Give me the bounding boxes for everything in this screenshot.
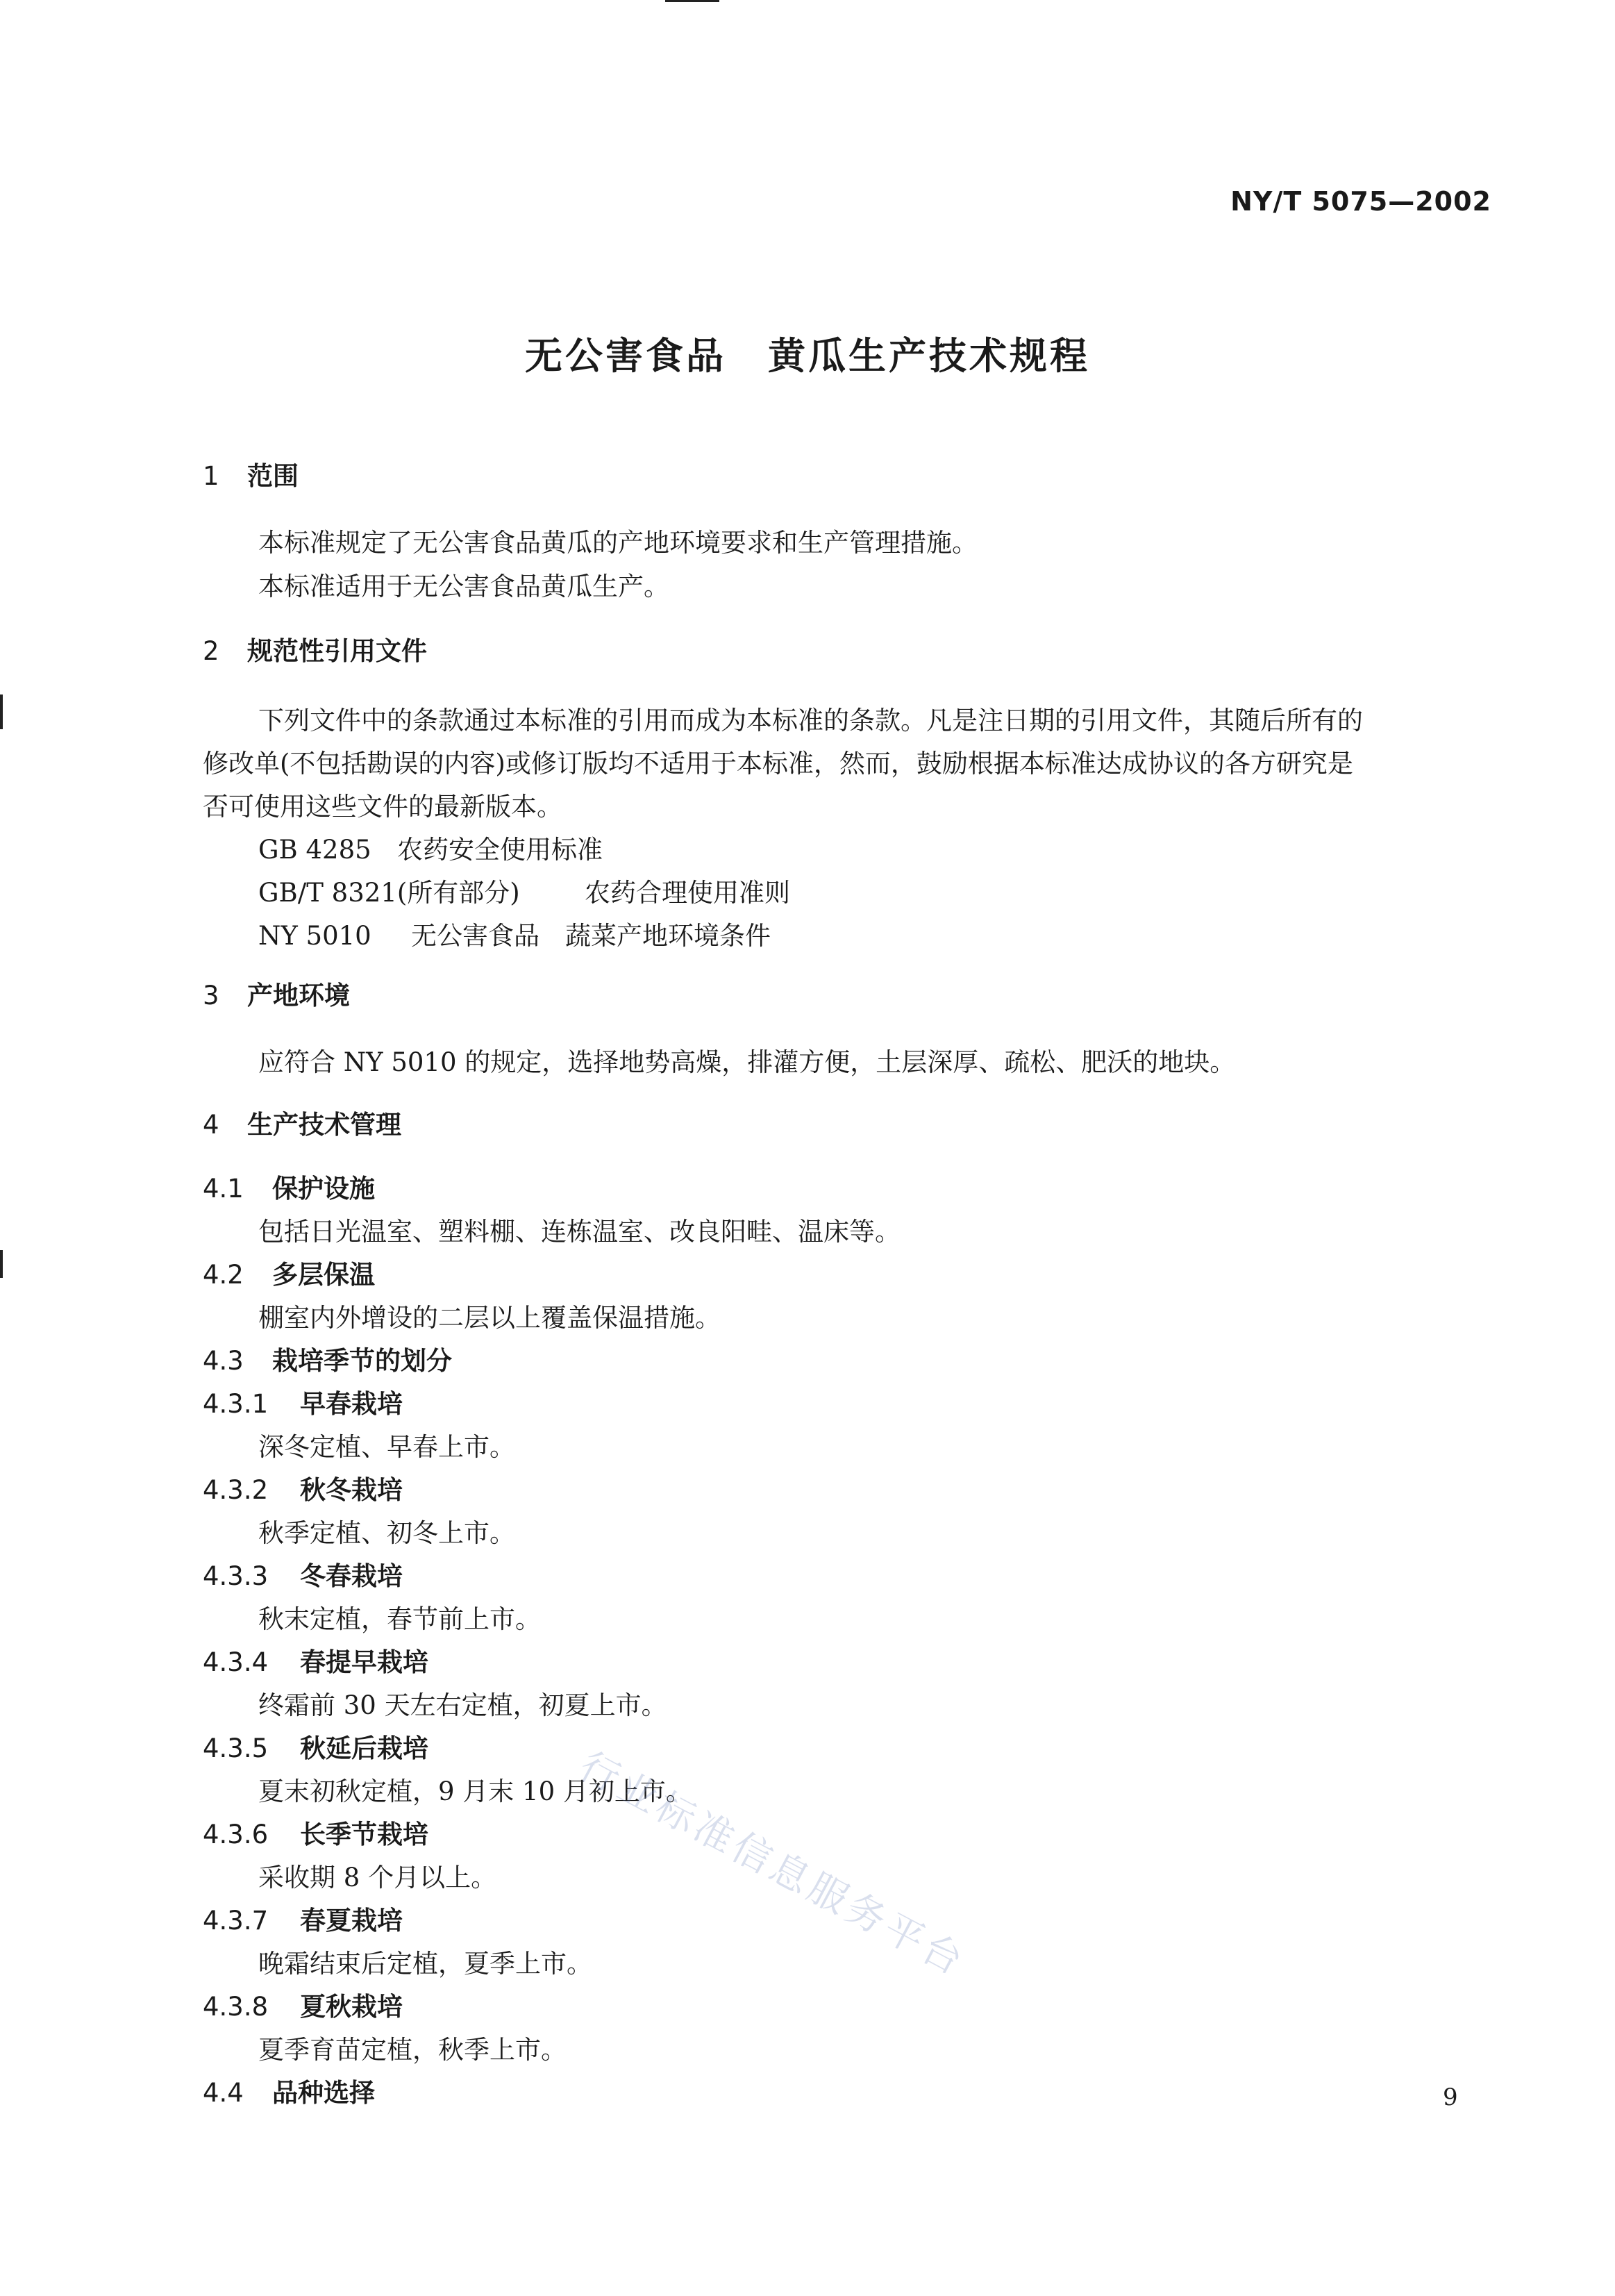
section-4-3-5-heading: 4.3.5 秋延后栽培 <box>203 1733 428 1763</box>
section-4-3-3-heading: 4.3.3 冬春栽培 <box>203 1561 403 1591</box>
reference-ny5010: NY 5010 无公害食品 蔬菜产地环境条件 <box>258 921 771 951</box>
section-4-3-1-heading: 4.3.1 早春栽培 <box>203 1389 403 1419</box>
page-number: 9 <box>1443 2083 1458 2111</box>
section-1-para-1: 本标准规定了无公害食品黄瓜的产地环境要求和生产管理措施。 <box>258 528 978 558</box>
title-part1: 无公害食品 <box>525 334 726 378</box>
section-1-heading: 1 范围 <box>203 461 299 491</box>
document-title <box>0 326 1615 380</box>
section-4-1-text: 包括日光温室、塑料棚、连栋温室、改良阳畦、温床等。 <box>258 1217 901 1247</box>
section-2-heading: 2 规范性引用文件 <box>203 636 427 666</box>
title-part2: 黄瓜生产技术规程 <box>768 334 1090 378</box>
section-4-3-8-heading: 4.3.8 夏秋栽培 <box>203 1992 403 2022</box>
reference-gb4285: GB 4285 农药安全使用标准 <box>258 835 603 865</box>
section-2-para-line-3: 否可使用这些文件的最新版本。 <box>203 792 562 822</box>
section-4-3-heading: 4.3 栽培季节的划分 <box>203 1346 452 1376</box>
section-4-3-7-text: 晚霜结束后定植，夏季上市。 <box>258 1949 592 1979</box>
section-4-3-6-text: 采收期 8 个月以上。 <box>258 1863 497 1892</box>
section-2-para-line-2: 修改单(不包括勘误的内容)或修订版均不适用于本标准，然而，鼓励根据本标准达成协议的各方研究是 <box>203 749 1353 779</box>
section-4-3-7-heading: 4.3.7 春夏栽培 <box>203 1906 403 1936</box>
section-4-3-1-text: 深冬定植、早春上市。 <box>258 1432 515 1462</box>
section-4-4-heading: 4.4 品种选择 <box>203 2078 375 2108</box>
watermark: 行业标准信息服务平台 <box>571 1743 973 1986</box>
scan-mark-top <box>665 0 719 2</box>
section-3-heading: 3 产地环境 <box>203 981 350 1010</box>
section-4-1-heading: 4.1 保护设施 <box>203 1174 375 1204</box>
section-4-2-text: 棚室内外增设的二层以上覆盖保温措施。 <box>258 1303 721 1333</box>
reference-gbt8321: GB/T 8321(所有部分) 农药合理使用准则 <box>258 878 790 908</box>
section-1-para-2: 本标准适用于无公害食品黄瓜生产。 <box>258 572 669 601</box>
section-4-3-5-text: 夏末初秋定植，9 月末 10 月初上市。 <box>258 1777 692 1806</box>
section-4-3-6-heading: 4.3.6 长季节栽培 <box>203 1820 428 1849</box>
section-4-3-3-text: 秋末定植，春节前上市。 <box>258 1604 541 1634</box>
section-2-para-line-1: 下列文件中的条款通过本标准的引用而成为本标准的条款。凡是注日期的引用文件，其随后所有的 <box>258 706 1363 735</box>
standard-number: NY/T 5075—2002 <box>1230 186 1491 217</box>
section-4-3-4-text: 终霜前 30 天左右定植，初夏上市。 <box>258 1690 667 1720</box>
section-4-3-4-heading: 4.3.4 春提早栽培 <box>203 1647 428 1677</box>
scan-mark-left <box>0 694 3 729</box>
section-4-3-2-heading: 4.3.2 秋冬栽培 <box>203 1475 403 1505</box>
section-4-3-2-text: 秋季定植、初冬上市。 <box>258 1518 515 1548</box>
section-4-heading: 4 生产技术管理 <box>203 1110 401 1140</box>
section-4-3-8-text: 夏季育苗定植，秋季上市。 <box>258 2035 567 2065</box>
section-3-para: 应符合 NY 5010 的规定，选择地势高燥，排灌方便，土层深厚、疏松、肥沃的地块。 <box>258 1047 1236 1077</box>
scan-mark-left-2 <box>0 1250 3 1278</box>
section-4-2-heading: 4.2 多层保温 <box>203 1260 375 1290</box>
